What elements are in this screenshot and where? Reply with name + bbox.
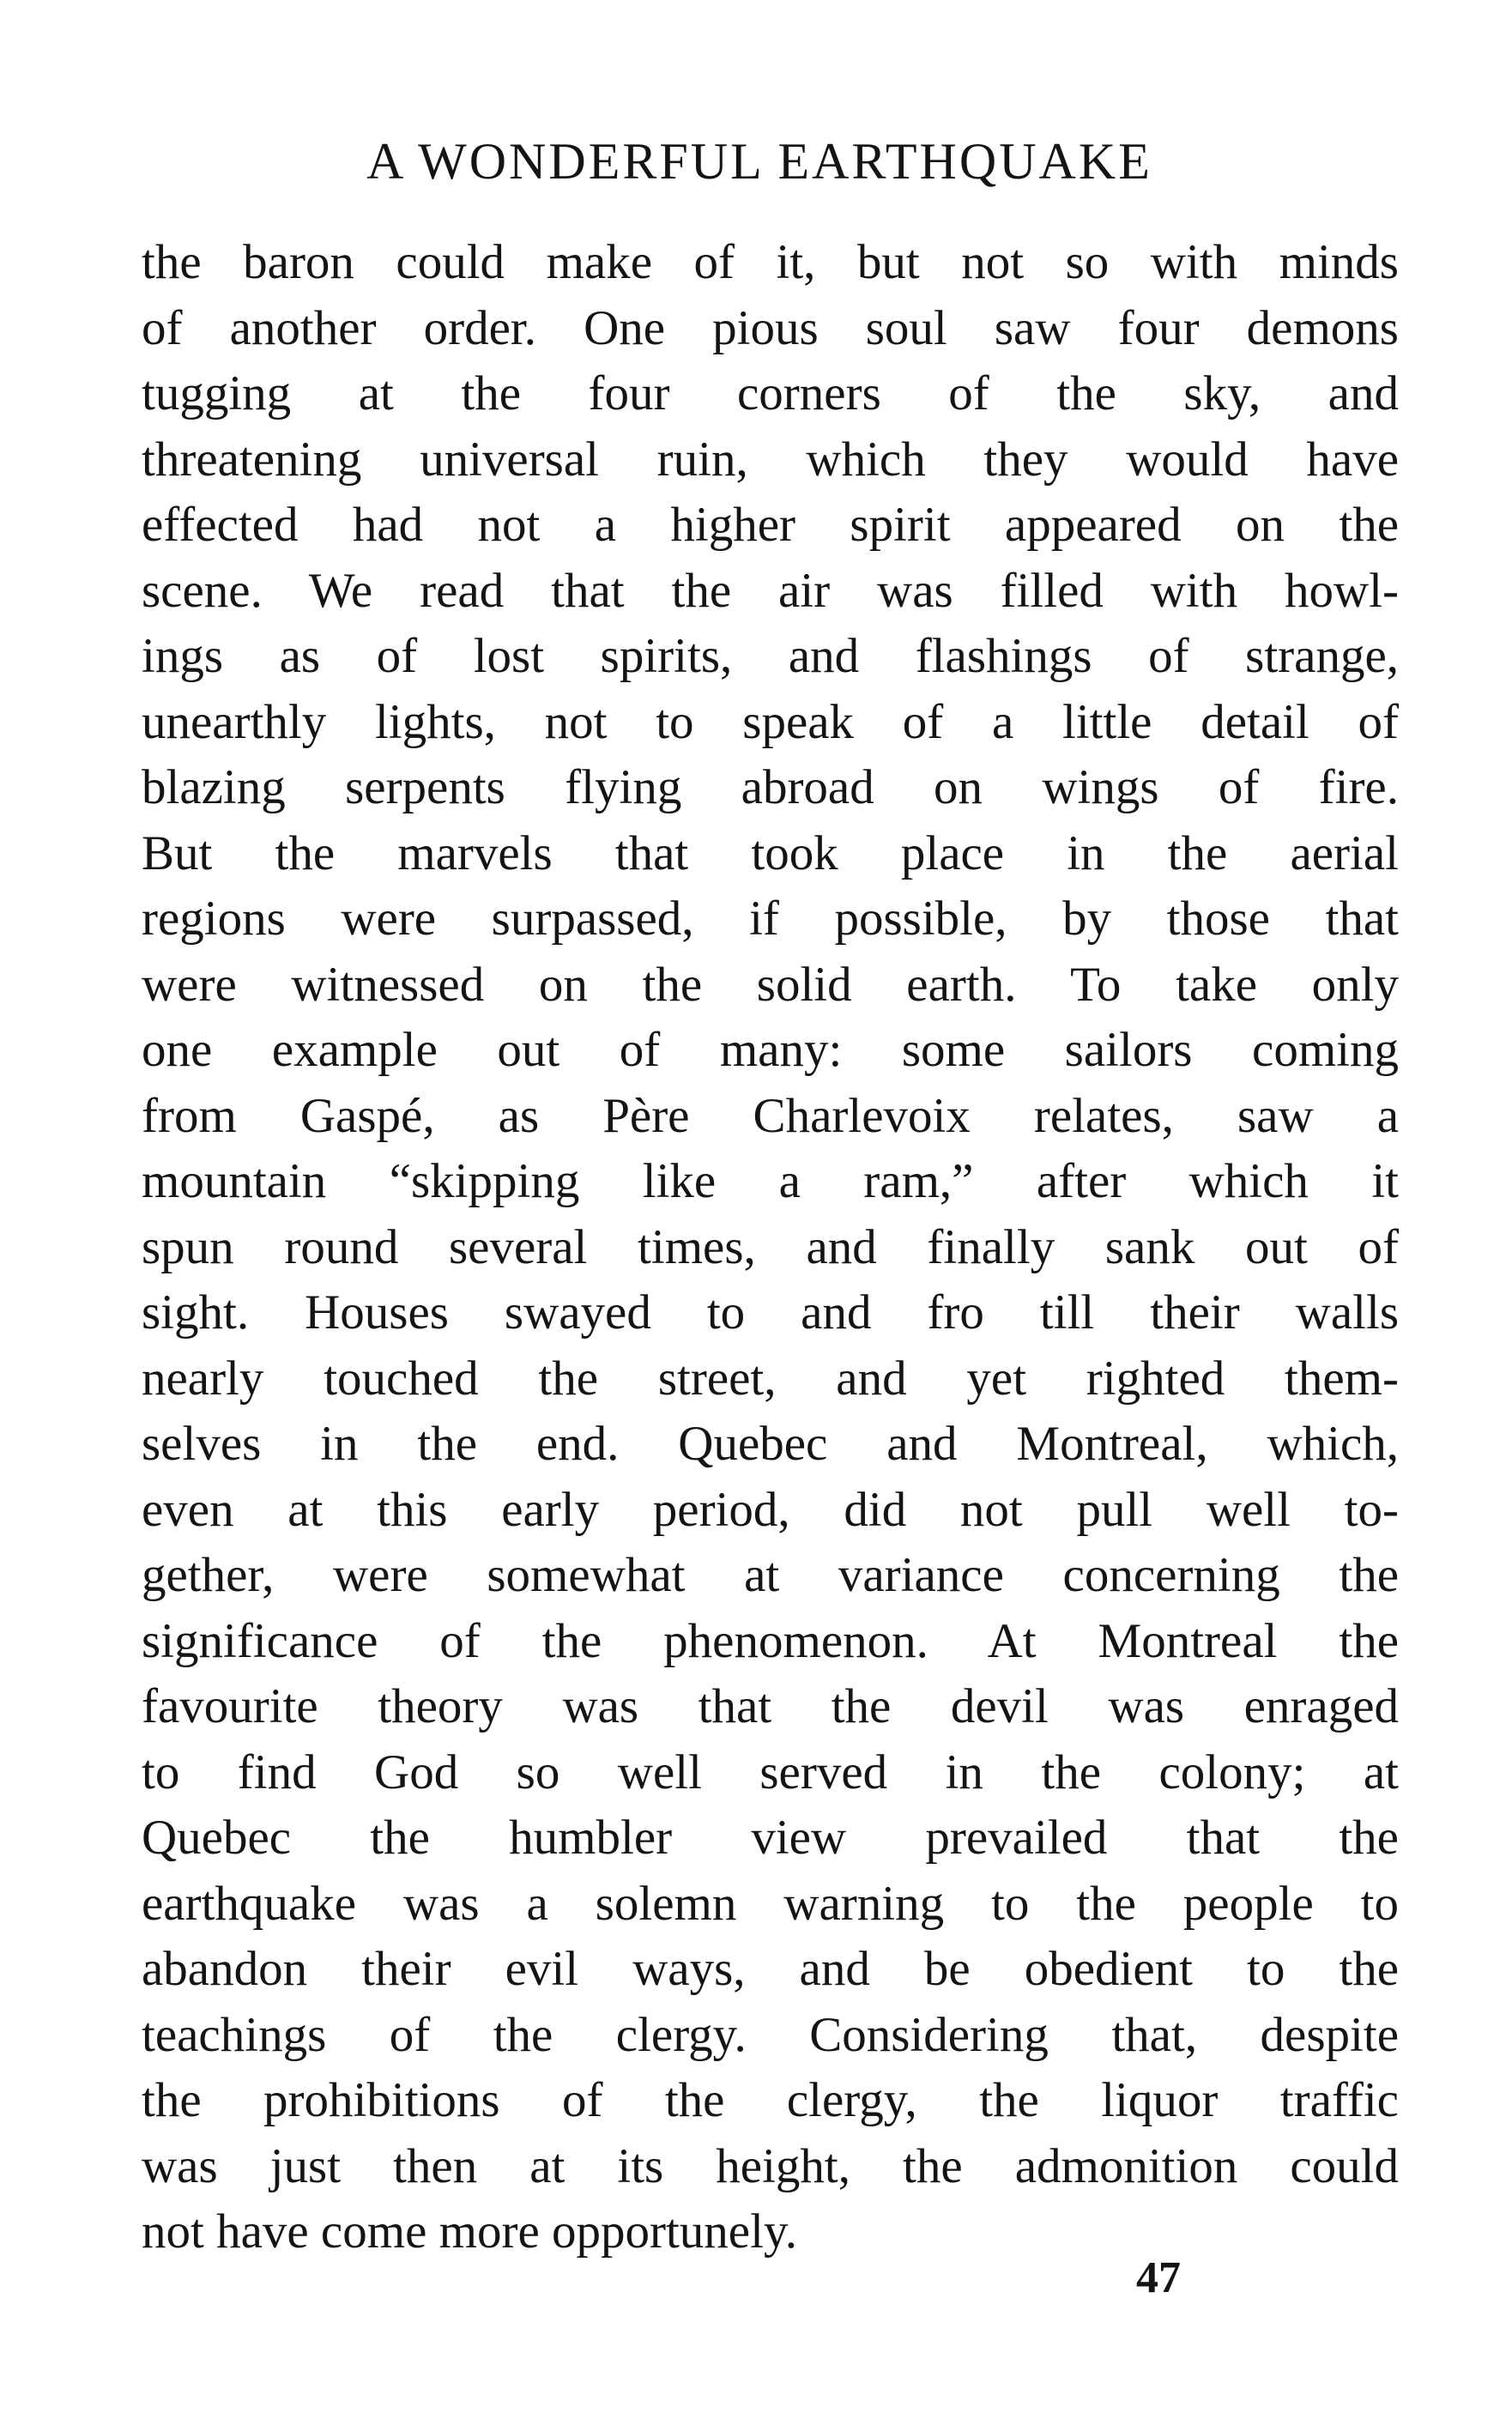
text-line: the baron could make of it, but not so with minds (142, 235, 1399, 289)
text-line: ings as of lost spirits, and flashings of strange, (142, 629, 1399, 683)
text-line: scene. We read that the air was filled with howl- (142, 563, 1399, 618)
page-number: 47 (1136, 2253, 1181, 2302)
text-line: effected had not a higher spirit appeared on the (142, 498, 1399, 552)
text-line: nearly touched the street, and yet righted them- (142, 1351, 1399, 1406)
text-line: to find God so well served in the colony; at (142, 1745, 1399, 1799)
text-line: mountain “skipping like a ram,” after which it (142, 1154, 1399, 1208)
text-line: favourite theory was that the devil was enraged (142, 1679, 1399, 1733)
running-head: A WONDERFUL EARTHQUAKE (366, 133, 1152, 190)
text-line: But the marvels that took place in the aerial (142, 825, 1399, 880)
text-line: one example out of many: some sailors coming (142, 1023, 1399, 1077)
text-line: threatening universal ruin, which they would have (142, 432, 1399, 487)
text-line: selves in the end. Quebec and Montreal, which, (142, 1417, 1399, 1471)
text-line: blazing serpents flying abroad on wings of fire. (142, 760, 1399, 814)
text-line: sight. Houses swayed to and fro till their walls (142, 1285, 1399, 1340)
text-line: earthquake was a solemn warning to the people to (142, 1876, 1399, 1931)
text-line: tugging at the four corners of the sky, and (142, 366, 1399, 420)
text-line: of another order. One pious soul saw four demons (142, 300, 1399, 355)
text-line: significance of the phenomenon. At Montreal the (142, 1613, 1399, 1668)
text-line: teachings of the clergy. Considering that, despite (142, 2007, 1399, 2062)
text-line-last: not have come more opportunely. (142, 2204, 797, 2259)
text-line: unearthly lights, not to speak of a little detail of (142, 694, 1399, 749)
text-line: Quebec the humbler view prevailed that the (142, 1811, 1399, 1865)
text-line: abandon their evil ways, and be obedient to the (142, 1942, 1399, 1996)
text-line: spun round several times, and finally sank out of (142, 1219, 1399, 1274)
text-line: regions were surpassed, if possible, by those that (142, 892, 1399, 946)
text-line: was just then at its height, the admonition could (142, 2138, 1399, 2193)
text-line: gether, were somewhat at variance concerning the (142, 1548, 1399, 1602)
body-text (142, 230, 1399, 2265)
text-line: were witnessed on the solid earth. To take only (142, 957, 1399, 1012)
text-line: the prohibitions of the clergy, the liquor traffic (142, 2073, 1399, 2127)
text-line: even at this early period, did not pull well to- (142, 1482, 1399, 1537)
text-line: from Gaspé, as Père Charlevoix relates, saw a (142, 1088, 1399, 1143)
